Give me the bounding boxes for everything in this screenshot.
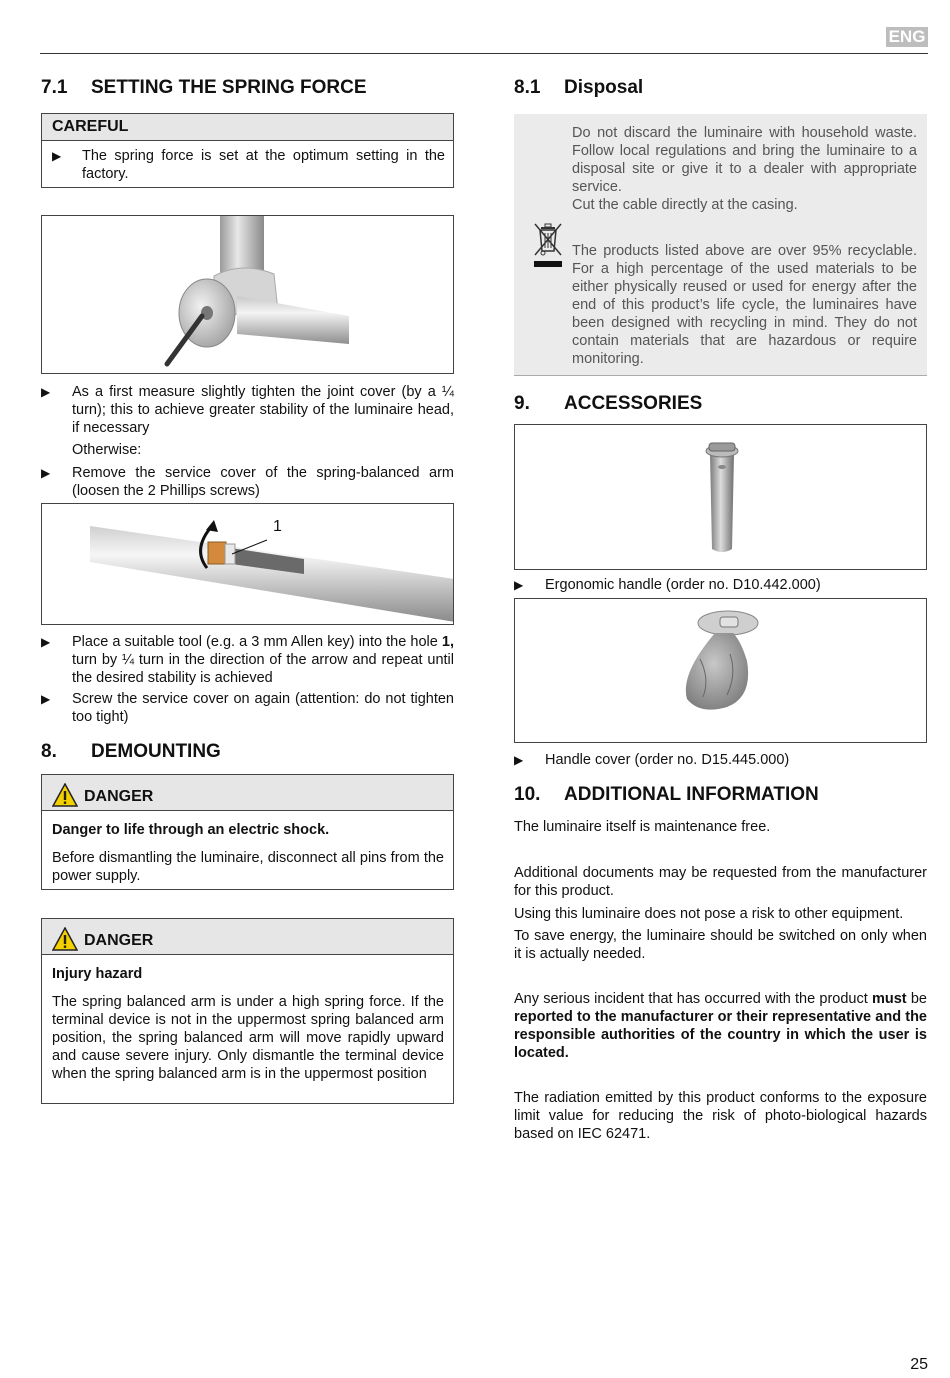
language-badge: ENG <box>886 27 928 47</box>
accessory-item <box>514 576 927 594</box>
accessory-item <box>514 751 927 769</box>
triangle-bullet-icon: ▶ <box>41 466 51 480</box>
info-paragraph: The luminaire itself is maintenance free. <box>514 819 771 835</box>
danger-title: DANGER <box>84 788 154 805</box>
incident-paragraph: Any serious incident that has occurred with the product must be reported to the manufacturer or their representative and the responsible authorities of the country in which the user is located. <box>514 991 927 1061</box>
info-paragraph: Additional documents may be requested from the manufacturer for this product. <box>514 865 927 899</box>
header-rule <box>40 53 928 54</box>
disposal-panel <box>514 114 927 376</box>
section-title: ADDITIONAL INFORMATION <box>564 784 819 805</box>
section-number: 9. <box>514 393 530 414</box>
instruction-item <box>41 464 454 500</box>
info-paragraph: To save energy, the luminaire should be switched on only when it is actually needed. <box>514 928 927 962</box>
section-title: SETTING THE SPRING FORCE <box>91 77 367 98</box>
danger-subtitle: Danger to life through an electric shock. <box>52 822 330 838</box>
section-title: Disposal <box>564 77 644 98</box>
section-8-1-heading <box>514 77 643 99</box>
instruction-item <box>41 383 454 437</box>
warning-triangle-icon <box>52 927 78 951</box>
crossed-bin-icon <box>532 221 564 269</box>
instruction-text: Place a suitable tool (e.g. a 3 mm Allen key) into the hole 1, turn by ¼ turn in the direction of the arrow and repeat until the desired stability is achieved <box>72 634 454 686</box>
section-10-heading <box>514 784 819 806</box>
section-9-heading <box>514 393 702 415</box>
accessory-text: Handle cover (order no. D15.445.000) <box>545 752 790 768</box>
handle-cover-figure <box>514 598 927 743</box>
section-title: DEMOUNTING <box>91 741 221 762</box>
instruction-item <box>41 690 454 726</box>
disposal-text: The products listed above are over 95% recyclable. For a high percentage of the used materials to be either physically reused or used for energy after the end of this product’s life cycle, the luminaires have been designed with recycling in mind. They do not contain materials that are hazardous or require monitoring. <box>572 243 917 367</box>
radiation-paragraph: The radiation emitted by this product conforms to the exposure limit value for reducing the risk of photo-biological hazards based on IEC 62471. <box>514 1090 927 1142</box>
triangle-bullet-icon: ▶ <box>514 578 524 592</box>
info-paragraph: Using this luminaire does not pose a risk to other equipment. <box>514 906 904 922</box>
danger-text: The spring balanced arm is under a high spring force. If the terminal device is not in the uppermost spring balanced arm position, the spring balanced arm will move rapidly upward and cause severe injury. Only dismantle the terminal device when the spring balanced arm is in the uppermost position <box>52 994 444 1082</box>
section-title: ACCESSORIES <box>564 393 703 414</box>
instruction-text: As a first measure slightly tighten the joint cover (by a ¼ turn); this to achieve greater stability of the luminaire head, if necessary <box>72 384 454 436</box>
danger-box-electric <box>41 774 454 890</box>
careful-heading: CAREFUL <box>42 114 453 141</box>
section-number: 10. <box>514 784 541 805</box>
page-number: 25 <box>910 1356 928 1373</box>
ergonomic-handle-figure <box>514 424 927 570</box>
section-8-heading <box>41 741 221 763</box>
careful-text: The spring force is set at the optimum setting in the factory. <box>82 148 445 182</box>
danger-heading <box>42 775 453 811</box>
callout-label: 1 <box>273 518 282 535</box>
section-number: 8. <box>41 741 57 762</box>
triangle-bullet-icon: ▶ <box>41 692 51 706</box>
spring-arm-figure <box>41 503 454 625</box>
joint-cover-figure <box>41 215 454 374</box>
disposal-text: Cut the cable directly at the casing. <box>572 197 798 213</box>
triangle-bullet-icon: ▶ <box>41 385 51 399</box>
danger-subtitle: Injury hazard <box>52 966 143 982</box>
triangle-bullet-icon: ▶ <box>41 635 51 649</box>
otherwise-label: Otherwise: <box>72 442 142 458</box>
careful-box <box>41 113 454 188</box>
danger-box-injury <box>41 918 454 1104</box>
instruction-text: Remove the service cover of the spring-balanced arm (loosen the 2 Phillips screws) <box>72 465 454 499</box>
danger-title: DANGER <box>84 932 154 949</box>
triangle-bullet-icon: ▶ <box>52 149 62 163</box>
warning-triangle-icon <box>52 783 78 807</box>
instruction-item <box>41 633 454 687</box>
instruction-text: Screw the service cover on again (attention: do not tighten too tight) <box>72 691 454 725</box>
danger-heading <box>42 919 453 955</box>
section-7-1-heading <box>41 77 367 99</box>
section-number: 8.1 <box>514 77 541 98</box>
danger-text: Before dismantling the luminaire, disconnect all pins from the power supply. <box>52 850 444 884</box>
disposal-text: Do not discard the luminaire with household waste. Follow local regulations and bring the luminaire to a disposal site or give it to a dealer with appropriate service. <box>572 125 917 195</box>
accessory-text: Ergonomic handle (order no. D10.442.000) <box>545 577 821 593</box>
section-number: 7.1 <box>41 77 68 98</box>
triangle-bullet-icon: ▶ <box>514 753 524 767</box>
